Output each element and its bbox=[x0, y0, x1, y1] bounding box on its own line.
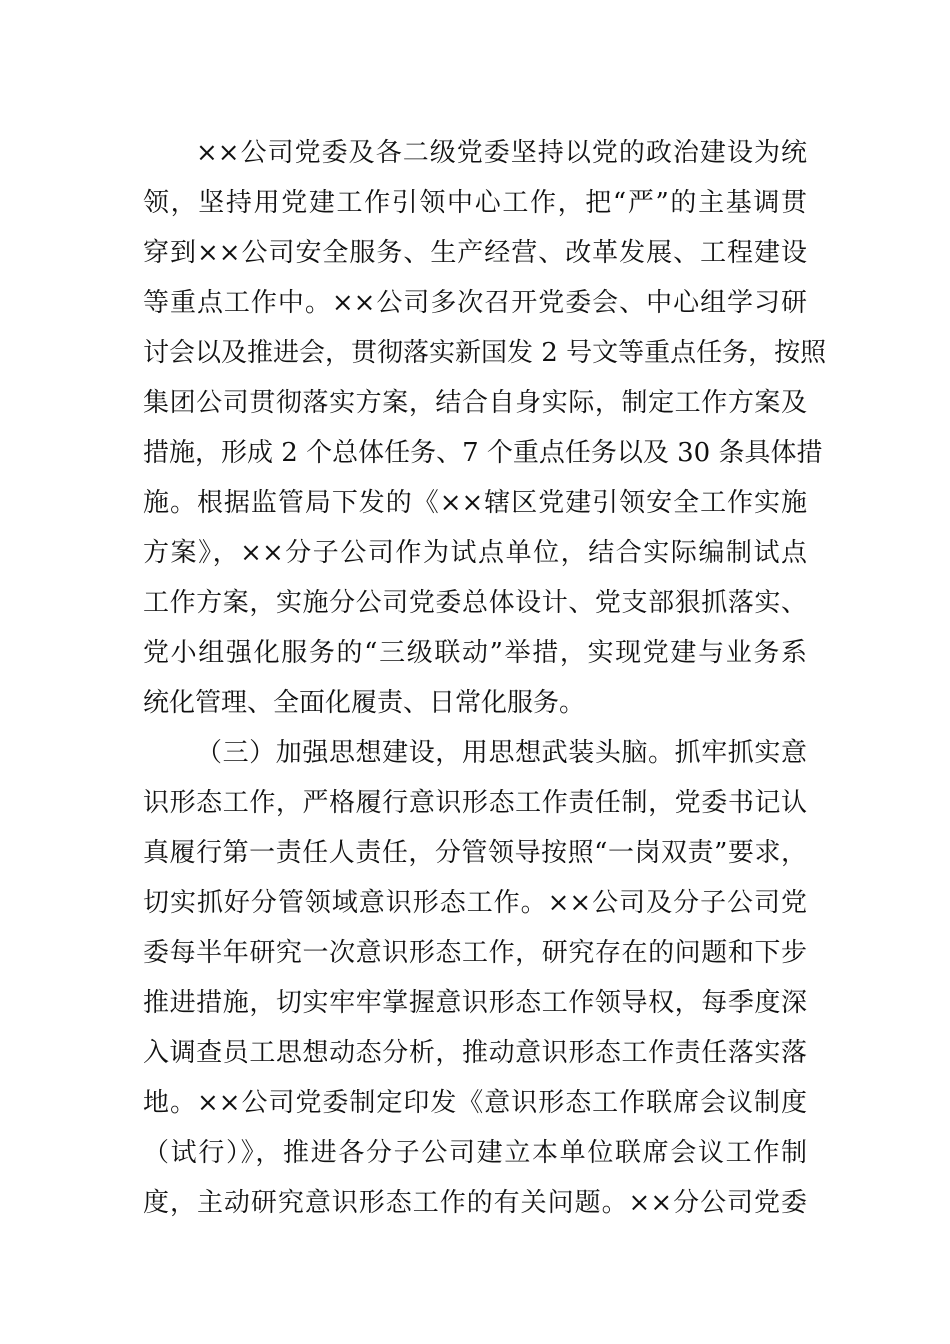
paragraph-line: 措施，形成 2 个总体任务、7 个重点任务以及 30 条具体措 bbox=[143, 438, 823, 468]
paragraph-ideological-building bbox=[143, 728, 807, 1228]
paragraph-line: 真履行第一责任人责任，分管领导按照“一岗双责”要求， bbox=[143, 838, 807, 868]
paragraph-line: 识形态工作，严格履行意识形态工作责任制，党委书记认 bbox=[143, 788, 807, 818]
paragraph-line: （三）加强思想建设，用思想武装头脑。抓牢抓实意 bbox=[196, 738, 807, 768]
paragraph-line: 统化管理、全面化履责、日常化服务。 bbox=[143, 688, 586, 718]
paragraph-line: 讨会以及推进会，贯彻落实新国发 2 号文等重点任务，按照 bbox=[143, 338, 827, 368]
paragraph-line: 领，坚持用党建工作引领中心工作，把“严”的主基调贯 bbox=[143, 188, 807, 218]
paragraph-party-building bbox=[143, 128, 827, 728]
paragraph-line: 方案》，××分子公司作为试点单位，结合实际编制试点 bbox=[143, 538, 807, 568]
paragraph-line: 推进措施，切实牢牢掌握意识形态工作领导权，每季度深 bbox=[143, 988, 807, 1018]
paragraph-line: 施。根据监管局下发的《××辖区党建引领安全工作实施 bbox=[143, 488, 807, 518]
paragraph-line: 穿到××公司安全服务、生产经营、改革发展、工程建设 bbox=[143, 238, 807, 268]
document-body bbox=[143, 128, 827, 1228]
paragraph-line: 切实抓好分管领域意识形态工作。××公司及分子公司党 bbox=[143, 888, 807, 918]
paragraph-line: 集团公司贯彻落实方案，结合自身实际，制定工作方案及 bbox=[143, 388, 807, 418]
paragraph-line: 度，主动研究意识形态工作的有关问题。××分公司党委 bbox=[143, 1188, 807, 1218]
paragraph-line: 入调查员工思想动态分析，推动意识形态工作责任落实落 bbox=[143, 1038, 807, 1068]
paragraph-line: 等重点工作中。××公司多次召开党委会、中心组学习研 bbox=[143, 288, 807, 318]
paragraph-line: 地。××公司党委制定印发《意识形态工作联席会议制度 bbox=[143, 1088, 807, 1118]
paragraph-line: ××公司党委及各二级党委坚持以党的政治建设为统 bbox=[196, 138, 807, 168]
paragraph-line: （试行）》，推进各分子公司建立本单位联席会议工作制 bbox=[143, 1138, 807, 1168]
paragraph-line: 党小组强化服务的“三级联动”举措，实现党建与业务系 bbox=[143, 638, 807, 668]
paragraph-line: 工作方案，实施分公司党委总体设计、党支部狠抓落实、 bbox=[143, 588, 807, 618]
paragraph-line: 委每半年研究一次意识形态工作，研究存在的问题和下步 bbox=[143, 938, 807, 968]
